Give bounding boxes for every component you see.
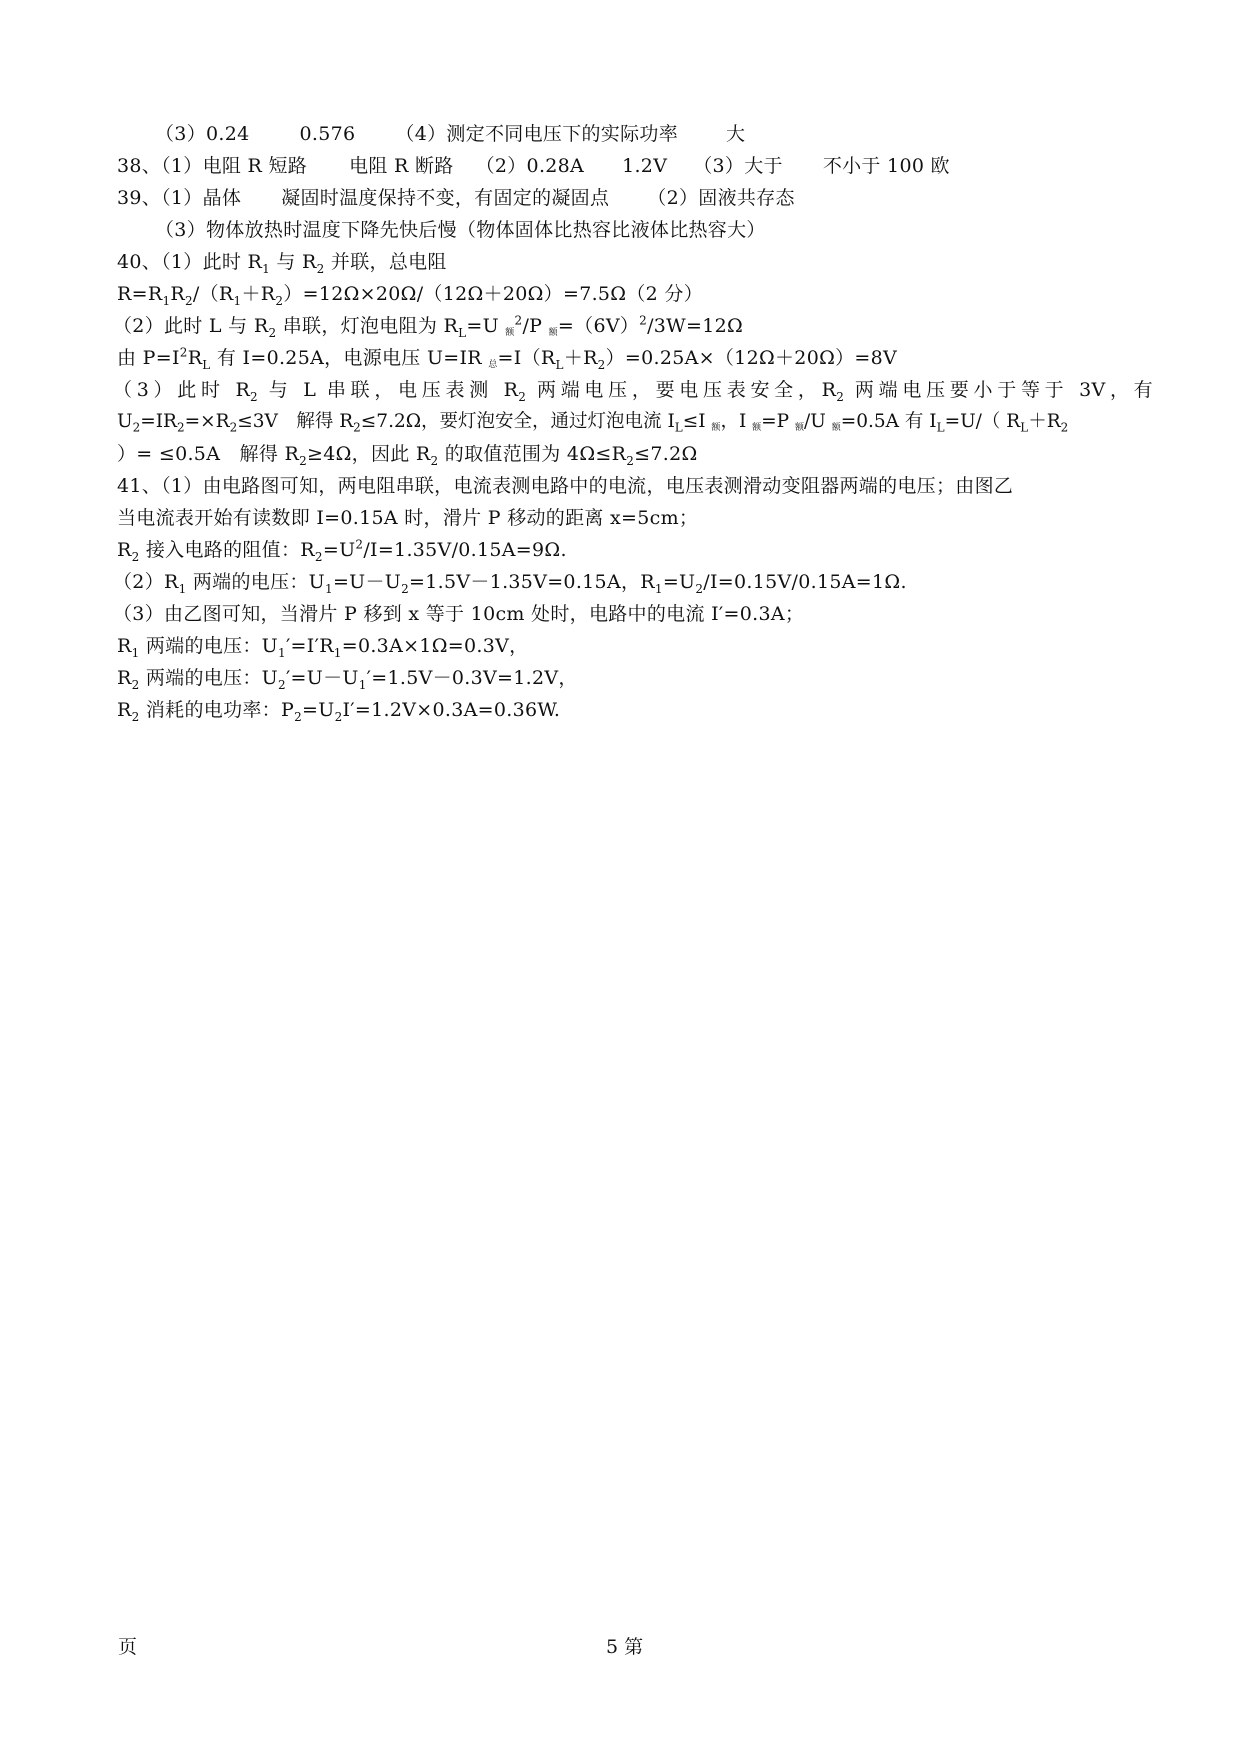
text: =1.5V－1.35V=0.15A，R	[409, 571, 655, 593]
text: （2）固液共存态	[647, 187, 795, 209]
text: =U－U	[332, 571, 402, 593]
text: /I=0.15V/0.15A=1Ω.	[703, 571, 907, 593]
text: ≤3V 解得 R	[237, 411, 354, 432]
text: /I=1.35V/0.15A=9Ω.	[363, 539, 567, 561]
subscript: 2	[278, 677, 286, 692]
answer-41-p2	[117, 698, 1157, 722]
subscript: 2	[131, 709, 140, 724]
subscript: 2	[131, 549, 140, 564]
subscript: 2	[250, 389, 258, 404]
text: =U	[662, 571, 696, 593]
text: =×R	[184, 411, 230, 432]
text: （4）测定不同电压下的实际功率	[395, 123, 678, 145]
text: 40、（1）此时 R	[117, 251, 263, 273]
tiny-subscript: 总	[488, 360, 498, 370]
subscript: L	[1020, 420, 1029, 435]
text: =（6V）	[557, 315, 640, 337]
subscript: 2	[1060, 420, 1069, 435]
answer-38	[117, 154, 1157, 178]
subscript: 2	[314, 549, 323, 564]
text: 串联，灯泡电阻为 R	[276, 315, 459, 337]
answer-41-r2-resistance	[117, 538, 1157, 562]
subscript: 2	[430, 453, 439, 468]
text: ＋R	[241, 283, 276, 305]
tiny-subscript: 额	[752, 423, 762, 433]
text: 的取值范围为 4Ω≤R	[438, 443, 627, 465]
text: U	[117, 411, 133, 432]
subscript: L	[674, 420, 683, 435]
answer-40-part1-intro	[117, 250, 1157, 274]
text: R	[117, 539, 132, 561]
superscript: 2	[514, 313, 523, 328]
superscript: 2	[639, 313, 648, 328]
answer-40-part2-resistance	[113, 314, 1153, 338]
subscript: 2	[401, 581, 410, 596]
text: 接入电路的阻值：R	[139, 539, 315, 561]
subscript: 2	[316, 261, 325, 276]
text: /（R	[192, 283, 234, 305]
subscript: 1	[325, 581, 333, 596]
text: =U	[302, 699, 335, 721]
text: 电阻 R 断路	[349, 155, 454, 177]
text: 大	[726, 123, 746, 145]
subscript: 1	[233, 293, 242, 308]
text: ＋R	[563, 347, 598, 369]
answer-41-u1	[117, 634, 1157, 658]
text: =U	[322, 539, 356, 561]
subscript: L	[202, 357, 211, 372]
text: 两端电压要小于等于 3V，有	[844, 379, 1153, 401]
tiny-subscript: 额	[795, 423, 805, 433]
subscript: 1	[358, 677, 367, 692]
answer-40-part3-intro	[113, 378, 1153, 402]
subscript: 2	[275, 293, 284, 308]
subscript: 1	[333, 645, 342, 660]
text: （2）此时 L 与 R	[113, 315, 269, 337]
answer-41-part2	[113, 570, 1153, 594]
text: =IR	[140, 411, 177, 432]
text: ＋R	[1028, 411, 1061, 432]
text: 凝固时温度保持不变，有固定的凝固点	[281, 187, 610, 209]
text: 与 L 串联，电压表测 R	[257, 379, 519, 401]
superscript: 2	[355, 537, 364, 552]
text: ≤7.2Ω，要灯泡安全，通过灯泡电流 I	[360, 411, 675, 432]
subscript: 2	[334, 709, 343, 724]
text: 两端的电压：U	[139, 635, 278, 657]
tiny-subscript: 额	[831, 423, 841, 433]
text: 41、（1）由电路图可知，两电阻串联，电流表测电路中的电流，电压表测滑动变阻器两端的电压；由图乙	[117, 475, 1014, 497]
answer-40-total-resistance	[117, 282, 1157, 306]
text: I′=1.2V×0.3A=0.36W.	[342, 699, 561, 721]
text: R	[187, 347, 203, 369]
text: 当电流表开始有读数即 I=0.15A 时，滑片 P 移动的距离 x=5cm；	[117, 507, 699, 529]
subscript: 2	[268, 325, 277, 340]
text: 1.2V	[622, 155, 668, 177]
text: R	[117, 699, 132, 721]
answer-41-u2	[117, 666, 1157, 690]
subscript: 2	[176, 420, 185, 435]
text: （3）物体放热时温度下降先快后慢（物体固体比热容比液体比热容大）	[155, 219, 766, 241]
text: /3W=12Ω	[647, 315, 744, 337]
text: （3）此时 R	[113, 379, 251, 401]
answer-41-part3-intro	[113, 602, 1153, 626]
text: =I（R	[497, 347, 556, 369]
text: 0.576	[299, 123, 356, 145]
subscript: L	[458, 325, 467, 340]
subscript: 2	[695, 581, 704, 596]
text: ）=12Ω×20Ω/（12Ω＋20Ω）=7.5Ω（2 分）	[283, 283, 703, 305]
subscript: 2	[229, 420, 238, 435]
subscript: 2	[626, 453, 635, 468]
text: ′=U－U	[285, 667, 359, 689]
text: 两端的电压：U	[186, 571, 325, 593]
text: R=R	[117, 283, 163, 305]
answer-39-part3	[155, 218, 1195, 242]
text: ）=0.25A×（12Ω＋20Ω）=8V	[605, 347, 898, 369]
text: =0.3A×1Ω=0.3V，	[341, 635, 529, 657]
superscript: 2	[179, 345, 188, 360]
subscript: 2	[132, 420, 141, 435]
text: ）= ≤0.5A 解得 R	[117, 443, 300, 465]
subscript: 1	[162, 293, 171, 308]
subscript: 1	[178, 581, 187, 596]
text: 39、（1）晶体	[117, 187, 242, 209]
page-number: 5 第	[606, 1636, 644, 1658]
tiny-subscript: 额	[505, 328, 515, 338]
subscript: 1	[262, 261, 271, 276]
answer-40-part2-voltage	[117, 346, 1157, 370]
subscript: 2	[184, 293, 193, 308]
answer-37-part3-4	[155, 122, 1195, 146]
subscript: 2	[294, 709, 303, 724]
subscript: 2	[597, 357, 606, 372]
answer-40-part3-conditions	[117, 410, 1157, 434]
subscript: 2	[353, 420, 361, 435]
subscript: 2	[518, 389, 527, 404]
answer-39-part1-2	[117, 186, 1157, 210]
answer-41-part1-reading	[117, 506, 1157, 530]
text: ≤I	[682, 411, 712, 432]
text: =P	[761, 411, 795, 432]
subscript: 2	[299, 453, 307, 468]
subscript: 1	[131, 645, 140, 660]
subscript: L	[555, 357, 564, 372]
subscript: 2	[131, 677, 140, 692]
text: 两端的电压：U	[139, 667, 278, 689]
text: 与 R	[270, 251, 317, 273]
text: R	[117, 635, 132, 657]
text: =U/（ R	[944, 411, 1021, 432]
text: 并联，总电阻	[324, 251, 447, 273]
text: （2）0.28A	[475, 155, 585, 177]
text: （3）大于	[693, 155, 783, 177]
footer-left: 页	[118, 1636, 138, 1658]
text: =0.5A 有 I	[840, 411, 937, 432]
text: 两端电压，要电压表安全，R	[526, 379, 837, 401]
tiny-subscript: 额	[548, 328, 558, 338]
text: ′=I′R	[285, 635, 334, 657]
text: ≤7.2Ω	[634, 443, 698, 465]
text: 消耗的电功率：P	[139, 699, 295, 721]
text: 不小于 100 欧	[822, 155, 950, 177]
text: （2）R	[113, 571, 179, 593]
answer-41-part1-intro	[117, 474, 1157, 498]
text: 有 I=0.25A，电源电压 U=IR	[210, 347, 489, 369]
text: /U	[804, 411, 832, 432]
text: ′=1.5V－0.3V=1.2V，	[366, 667, 578, 689]
text: /P	[522, 315, 549, 337]
subscript: 1	[278, 645, 286, 660]
subscript: L	[936, 420, 945, 435]
text: R	[170, 283, 185, 305]
subscript: 2	[836, 389, 845, 404]
subscript: 1	[654, 581, 663, 596]
text: ≥4Ω，因此 R	[307, 443, 431, 465]
text: R	[117, 667, 132, 689]
text: =U	[466, 315, 506, 337]
text: 38、（1）电阻 R 短路	[117, 155, 308, 177]
text: （3）由乙图可知，当滑片 P 移到 x 等于 10cm 处时，电路中的电流 I′=0.3A；	[113, 603, 805, 625]
text: ，I	[720, 411, 753, 432]
answer-40-part3-range	[117, 442, 1157, 466]
text: （3）0.24	[155, 123, 250, 145]
tiny-subscript: 额	[711, 423, 721, 433]
text: 由 P=I	[117, 347, 180, 369]
